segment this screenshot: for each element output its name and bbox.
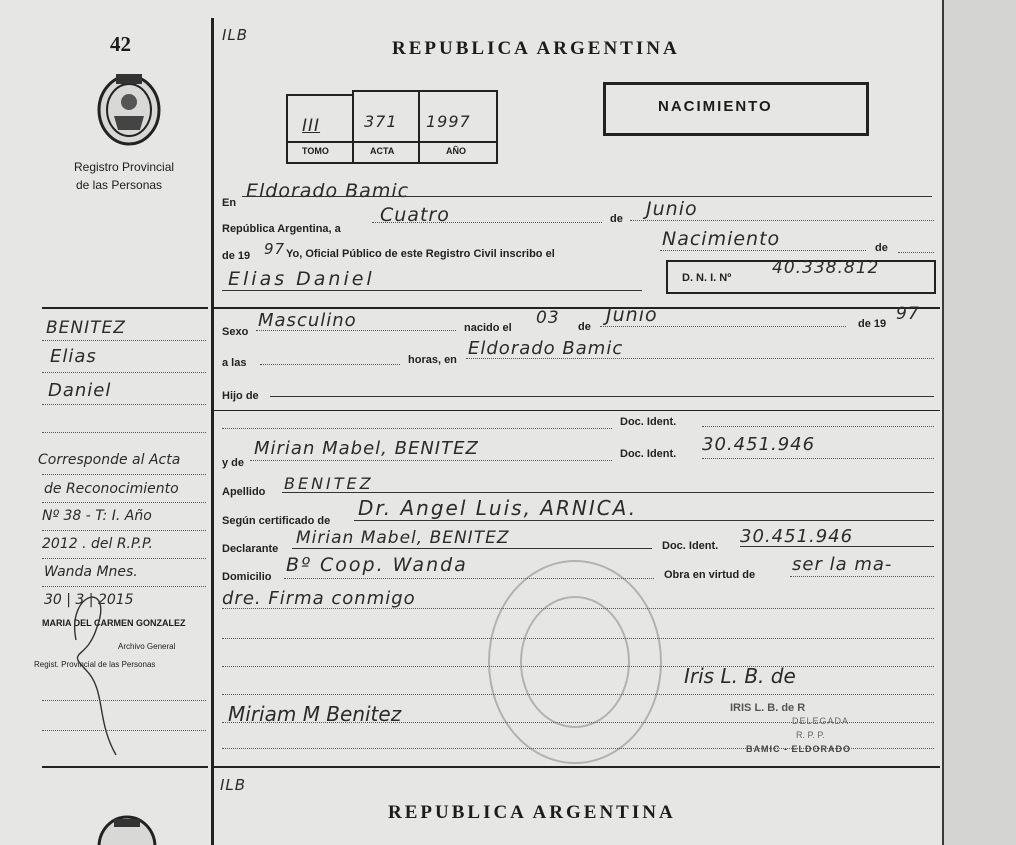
hijo-line	[270, 396, 934, 397]
en-label: En	[222, 197, 237, 209]
ano-value: 1997	[426, 112, 471, 131]
official-signature: Iris L. B. de	[684, 664, 796, 688]
margin-note-date: 30 | 3 | 2015	[44, 592, 134, 608]
place-line	[466, 358, 934, 359]
right-page-edge	[942, 0, 1016, 845]
margin-middlename: Daniel	[48, 380, 112, 401]
doc3-label: Doc. Ident.	[662, 540, 719, 552]
margin-note-line5: Wanda Mnes.	[44, 564, 138, 580]
margin-note-line2: de Reconocimiento	[44, 481, 179, 497]
margin-line	[42, 432, 206, 433]
dni-value: 40.338.812	[772, 258, 880, 278]
ano-label: AÑO	[446, 146, 466, 156]
nacido-month-line	[600, 326, 846, 327]
horas-label: horas, en	[408, 354, 457, 366]
doc1-label: Doc. Ident.	[620, 416, 677, 428]
dni-label: D. N. I. Nº	[682, 272, 732, 284]
cert-label: Según certificado de	[222, 515, 331, 527]
inscribo-value: Nacimiento	[662, 228, 781, 250]
decl-value: Mirian Mabel, BENITEZ	[296, 528, 510, 548]
page-number: 42	[110, 32, 131, 56]
margin-note-line1: Corresponde al Acta	[38, 452, 181, 468]
month-value: Junio	[646, 198, 698, 220]
place-value: Eldorado Bamic	[468, 338, 624, 359]
nacido-label: nacido el	[464, 322, 512, 334]
margin-line	[42, 530, 206, 531]
tomo-value: III	[302, 116, 321, 136]
dom-value: Bº Coop. Wanda	[286, 554, 468, 576]
de-label-3: de	[578, 321, 591, 333]
apellido-value: BENITEZ	[284, 474, 374, 493]
registry-seal-bottom	[96, 815, 158, 845]
obra-continued: dre. Firma conmigo	[222, 588, 416, 609]
margin-line	[42, 372, 206, 373]
form-rule-bottom	[214, 766, 940, 768]
margin-line	[42, 558, 206, 559]
decl-doc-line	[740, 546, 934, 547]
decl-label: Declarante	[222, 543, 279, 555]
footer-country-title: REPUBLICA ARGENTINA	[388, 802, 676, 823]
acta-value: 371	[364, 112, 398, 131]
nacido-month: Junio	[606, 304, 658, 326]
mother-doc: 30.451.946	[702, 434, 816, 455]
sexo-label: Sexo	[222, 326, 249, 338]
nacido-day: 03	[536, 308, 560, 328]
official-title: DELEGADA	[792, 716, 850, 726]
margin-surname: BENITEZ	[46, 318, 126, 338]
registry-seal	[96, 68, 162, 148]
day-line	[372, 222, 602, 223]
margin-firstname: Elias	[50, 346, 97, 367]
en-value: Eldorado Bamic	[246, 180, 410, 202]
mother-name: Mirian Mabel, BENITEZ	[254, 438, 479, 459]
margin-line	[42, 474, 206, 475]
footer-initials: ILB	[220, 776, 247, 794]
cert-value: Dr. Angel Luis, ARNICA.	[358, 496, 638, 520]
child-name: Elias Daniel	[228, 268, 375, 290]
margin-line	[42, 700, 206, 701]
clerk-initials: ILB	[222, 26, 249, 44]
mother-doc-line	[702, 458, 934, 459]
de-label-1: de	[610, 213, 623, 225]
margin-line	[42, 404, 206, 405]
margin-note-line4: 2012 . del R.P.P.	[42, 536, 153, 552]
vertical-divider	[211, 18, 214, 845]
apellido-label: Apellido	[222, 486, 266, 498]
dom-label: Domicilio	[222, 571, 272, 583]
acta-label: ACTA	[370, 146, 395, 156]
form-rule-top	[214, 307, 940, 309]
en-line	[242, 196, 932, 197]
inscribo-line	[660, 250, 866, 251]
de-line	[898, 252, 934, 253]
obra-label: Obra en virtud de	[664, 569, 756, 581]
country-title: REPUBLICA ARGENTINA	[392, 38, 680, 59]
inscribo-label: Yo, Oficial Público de este Registro Civil inscribo el	[286, 248, 555, 260]
republica-label: República Argentina, a	[222, 223, 341, 235]
obra-line	[790, 576, 934, 577]
official-name: IRIS L. B. de R	[730, 702, 806, 714]
registry-name-line1: Registro Provincial	[74, 160, 175, 174]
sexo-line	[256, 330, 456, 331]
decl-doc: 30.451.946	[740, 526, 854, 547]
record-type: NACIMIENTO	[658, 98, 773, 115]
yde-label: y de	[222, 457, 245, 469]
day-value: Cuatro	[380, 204, 450, 226]
left-rule-bottom	[42, 766, 208, 768]
hijo-label: Hijo de	[222, 390, 259, 402]
year-value: 97	[264, 240, 286, 258]
mother-signature: Miriam M Benitez	[228, 702, 402, 726]
margin-line	[42, 502, 206, 503]
margin-signature	[56, 580, 146, 765]
cert-line	[354, 520, 934, 521]
de19-label: de 19	[222, 250, 251, 262]
decl-line	[292, 548, 652, 549]
sexo-value: Masculino	[258, 310, 357, 331]
nacido-year: 97	[896, 304, 920, 324]
mother-line	[250, 460, 612, 461]
official-registry: R. P. P.	[796, 730, 825, 740]
official-stamp-inner	[520, 596, 630, 728]
box-divider	[286, 141, 496, 143]
margin-signer-title: Archivo General	[118, 642, 176, 651]
name-line	[222, 290, 642, 291]
margin-signer-name: MARIA DEL CARMEN GONZALEZ	[42, 618, 186, 628]
margin-line	[42, 730, 206, 731]
apellido-line	[282, 492, 934, 493]
registry-name-line2: de las Personas	[76, 178, 163, 192]
hijo-rule	[214, 410, 940, 411]
de-label-2: de	[875, 242, 888, 254]
alas-label: a las	[222, 357, 247, 369]
official-office: BAMIC - ELDORADO	[746, 744, 851, 754]
month-line	[630, 220, 934, 221]
doc1-line-a	[222, 428, 612, 429]
margin-signer-registry: Regist. Provincial de las Personas	[34, 660, 156, 669]
tomo-label: TOMO	[302, 146, 329, 156]
alas-line	[260, 364, 400, 365]
margin-note-line3: Nº 38 - T: I. Año	[42, 508, 152, 524]
de19b-label: de 19	[858, 318, 887, 330]
doc2-label: Doc. Ident.	[620, 448, 677, 460]
obra-value: ser la ma-	[792, 554, 893, 575]
doc1-line-b	[702, 426, 934, 427]
left-rule-top	[42, 307, 208, 309]
margin-line	[42, 340, 206, 341]
